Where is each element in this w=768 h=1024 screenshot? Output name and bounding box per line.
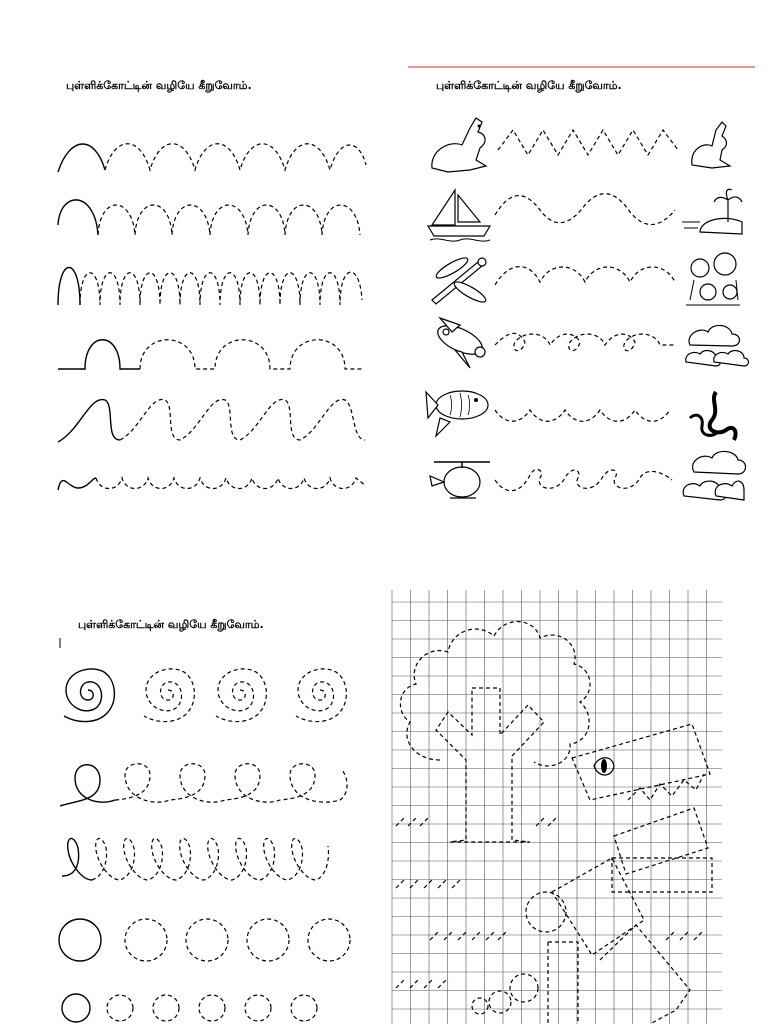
- tall-arch-row-3-model: [58, 268, 80, 306]
- crocodile-leg-dotted: [548, 942, 578, 1024]
- worm-picture: [690, 392, 736, 440]
- circle-dotted-3: [247, 919, 289, 961]
- bottom-left-tracing-sheet: [59, 638, 350, 1022]
- bubble-small-2: [472, 998, 488, 1014]
- wave-row-1-model: [58, 144, 105, 172]
- clouds-picture-2: [683, 451, 745, 500]
- circle-dotted-2: [186, 919, 228, 961]
- worksheet-title-bottom-left: புள்ளிக்கோட்டின் வழியே கீறுவோம்.: [78, 618, 264, 631]
- fish-picture: [426, 391, 488, 436]
- circle-dotted-4: [308, 919, 350, 961]
- small-circle-dotted-5: [291, 995, 317, 1021]
- cup-row-5-dotted: [495, 410, 670, 421]
- arch-row-2-model: [58, 200, 98, 235]
- tall-loop-model: [62, 838, 92, 880]
- worksheet-title-top-left: புள்ளிக்கோட்டின் வழியே கீறுவோம்.: [66, 79, 252, 92]
- dragonfly-picture: [432, 255, 488, 306]
- worksheet-title-top-right: புள்ளிக்கோட்டின் வழியே கீறுவோம்.: [436, 79, 622, 92]
- spiral-dotted-3: [296, 669, 346, 722]
- grid-lines: [392, 590, 722, 1024]
- loop-row-4-dotted: [495, 333, 675, 350]
- arch-row-2-dotted: [98, 205, 360, 235]
- circle-model: [59, 919, 101, 961]
- spiral-dotted-1: [144, 669, 194, 722]
- tall-arch-row-3-dotted: [80, 272, 362, 305]
- small-circle-dotted-4: [245, 995, 271, 1021]
- spiral-model: [64, 669, 114, 722]
- arch-row-3-dotted: [495, 267, 675, 285]
- slant-row-5-model: [58, 400, 120, 442]
- small-circle-dotted-2: [153, 995, 179, 1021]
- zigzag-row-1-dotted: [498, 130, 678, 155]
- grass-strokes: [396, 816, 704, 988]
- island-picture: [682, 189, 742, 234]
- small-circle-dotted-1: [107, 995, 133, 1021]
- spiral-dotted-2: [216, 669, 266, 722]
- loop-model: [60, 765, 115, 806]
- helicopter-picture: [430, 462, 490, 498]
- crocodile-neck-dotted: [614, 808, 708, 874]
- sailboat-picture: [428, 190, 490, 241]
- kangaroo-target-picture: [692, 122, 730, 168]
- bubble-medium: [510, 974, 538, 1002]
- small-circle-dotted-3: [199, 995, 225, 1021]
- clouds-picture-1: [686, 325, 749, 366]
- cup-row-6-dotted: [96, 478, 366, 489]
- grid-drawing-sheet: [392, 590, 722, 1024]
- slant-row-5-dotted: [120, 400, 365, 440]
- tall-loop-dotted: [92, 838, 329, 880]
- small-circle-model: [62, 994, 90, 1022]
- wave-row-1-dotted: [105, 144, 366, 170]
- top-right-tracing-sheet: [426, 118, 749, 500]
- kangaroo-picture: [432, 118, 486, 172]
- bump-row-4-dotted: [140, 340, 362, 369]
- loop-row-6-dotted: [495, 469, 672, 490]
- wave-row-2-dotted: [495, 194, 675, 225]
- top-left-tracing-sheet: [58, 144, 366, 490]
- airplane-picture: [434, 318, 487, 368]
- loop-dotted: [115, 764, 347, 802]
- circle-dotted-1: [125, 919, 167, 961]
- flowers-picture: [686, 253, 740, 305]
- bump-row-4-model: [58, 340, 140, 369]
- bubble-small-1: [489, 991, 511, 1013]
- tree-trunk-dotted: [436, 688, 544, 842]
- crocodile-head-dotted: [572, 724, 710, 800]
- cup-row-6-model: [58, 478, 96, 490]
